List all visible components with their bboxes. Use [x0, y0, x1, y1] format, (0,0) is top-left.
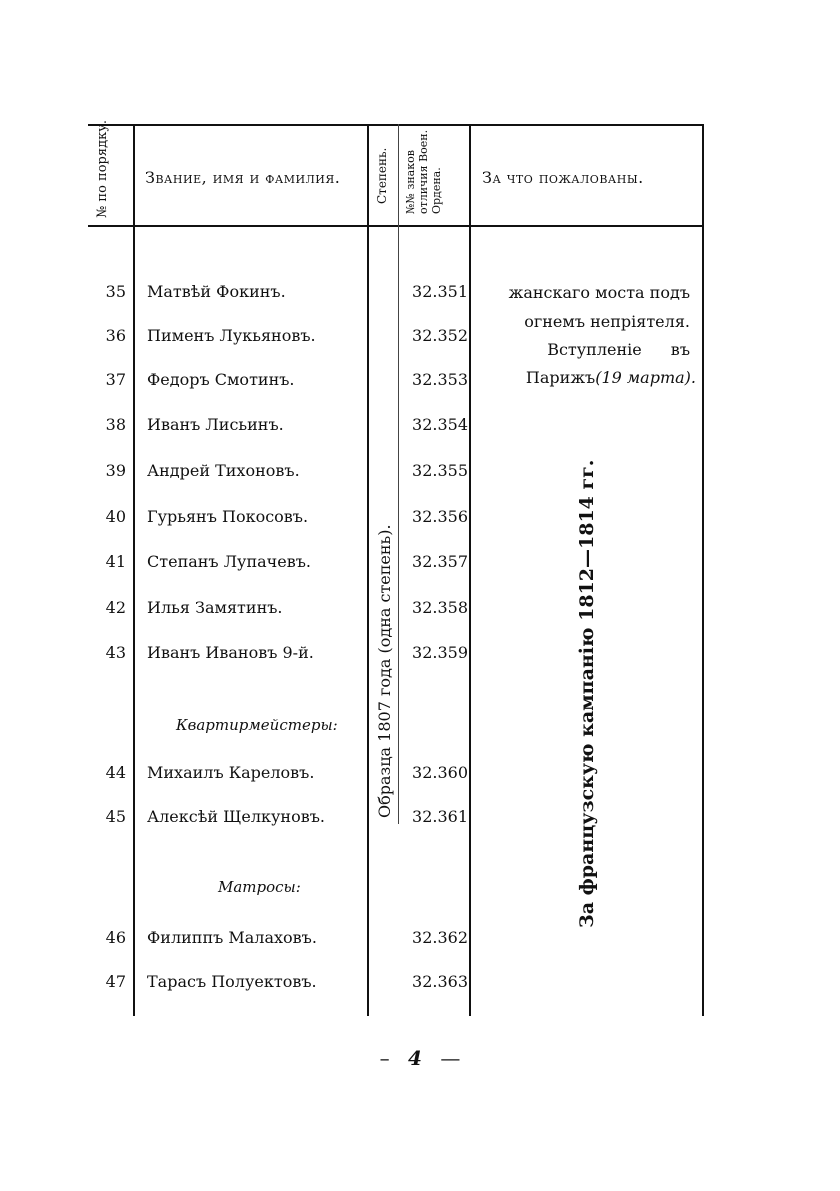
page-number: 4 — [408, 1046, 422, 1070]
row-num: 45 — [105, 807, 126, 826]
row-num: 35 — [105, 282, 126, 301]
footer-left-dash: – — [379, 1046, 390, 1070]
row-name: Иванъ Лисьинъ. — [147, 415, 284, 434]
row-order: 32.353 — [412, 370, 468, 389]
table-row — [0, 552, 840, 582]
row-order: 32.361 — [412, 807, 468, 826]
row-name: Иванъ Ивановъ 9-й. — [147, 643, 314, 662]
row-name: Пименъ Лукьяновъ. — [147, 326, 316, 345]
row-name: Алексѣй Щелкуновъ. — [147, 807, 325, 826]
row-num: 47 — [105, 972, 126, 991]
reason-line: Парижъ(19 марта). — [525, 368, 696, 387]
row-num: 40 — [105, 507, 126, 526]
degree-note: Образца 1807 года (одна степень). — [375, 524, 394, 818]
row-num: 44 — [105, 763, 126, 782]
table-row — [0, 598, 840, 628]
row-num: 37 — [105, 370, 126, 389]
table-row — [0, 643, 840, 673]
row-order: 32.351 — [412, 282, 468, 301]
table-row — [0, 326, 840, 356]
row-order: 32.355 — [412, 461, 468, 480]
campaign-note: За французскую кампанію 1812—1814 гг. — [576, 459, 598, 928]
row-order: 32.359 — [412, 643, 468, 662]
row-num: 46 — [105, 928, 126, 947]
page-footer — [0, 1046, 840, 1070]
row-num: 41 — [105, 552, 126, 571]
row-order: 32.360 — [412, 763, 468, 782]
row-order: 32.357 — [412, 552, 468, 571]
footer-right-dash: — — [440, 1046, 461, 1070]
row-name: Федоръ Смотинъ. — [147, 370, 295, 389]
subheading-quartermasters: Квартирмейстеры: — [176, 716, 338, 734]
row-name: Гурьянъ Покосовъ. — [147, 507, 309, 526]
row-order: 32.352 — [412, 326, 468, 345]
row-name: Степанъ Лупачевъ. — [147, 552, 311, 571]
row-name: Тарасъ Полуектовъ. — [147, 972, 317, 991]
row-num: 42 — [105, 598, 126, 617]
row-name: Андрей Тихоновъ. — [147, 461, 300, 480]
row-num: 39 — [105, 461, 126, 480]
row-order: 32.363 — [412, 972, 468, 991]
table-top-border — [88, 124, 704, 126]
reason-line: Вступленіе въ — [547, 340, 690, 359]
table-row — [0, 507, 840, 537]
row-name: Илья Замятинъ. — [147, 598, 283, 617]
table-row — [0, 282, 840, 312]
header-reason-col: За что пожалованы. — [482, 168, 644, 187]
header-name-col: Звание, имя и фамилия. — [145, 168, 341, 187]
table-row — [0, 415, 840, 445]
header-order-col: №№ знаков отличия Воен. Ордена. — [404, 129, 443, 214]
header-degree-col: Степень. — [375, 147, 389, 204]
reason-line: жанскаго моста подъ — [508, 283, 690, 302]
table-row — [0, 763, 840, 793]
table-row — [0, 807, 840, 837]
row-order: 32.356 — [412, 507, 468, 526]
row-order: 32.362 — [412, 928, 468, 947]
reason-line: огнемъ непріятеля. — [524, 312, 690, 331]
header-num-col: № по порядку. — [95, 120, 110, 218]
row-name: Матвѣй Фокинъ. — [147, 282, 286, 301]
table-row — [0, 461, 840, 491]
row-order: 32.358 — [412, 598, 468, 617]
row-name: Михаилъ Кареловъ. — [147, 763, 315, 782]
subheading-sailors: Матросы: — [218, 878, 301, 896]
table-row — [0, 972, 840, 1002]
table-row — [0, 928, 840, 958]
header-bottom-border — [88, 225, 704, 227]
row-num: 38 — [105, 415, 126, 434]
row-name: Филиппъ Малаховъ. — [147, 928, 317, 947]
row-num: 36 — [105, 326, 126, 345]
table-row — [0, 370, 840, 400]
row-num: 43 — [105, 643, 126, 662]
row-order: 32.354 — [412, 415, 468, 434]
